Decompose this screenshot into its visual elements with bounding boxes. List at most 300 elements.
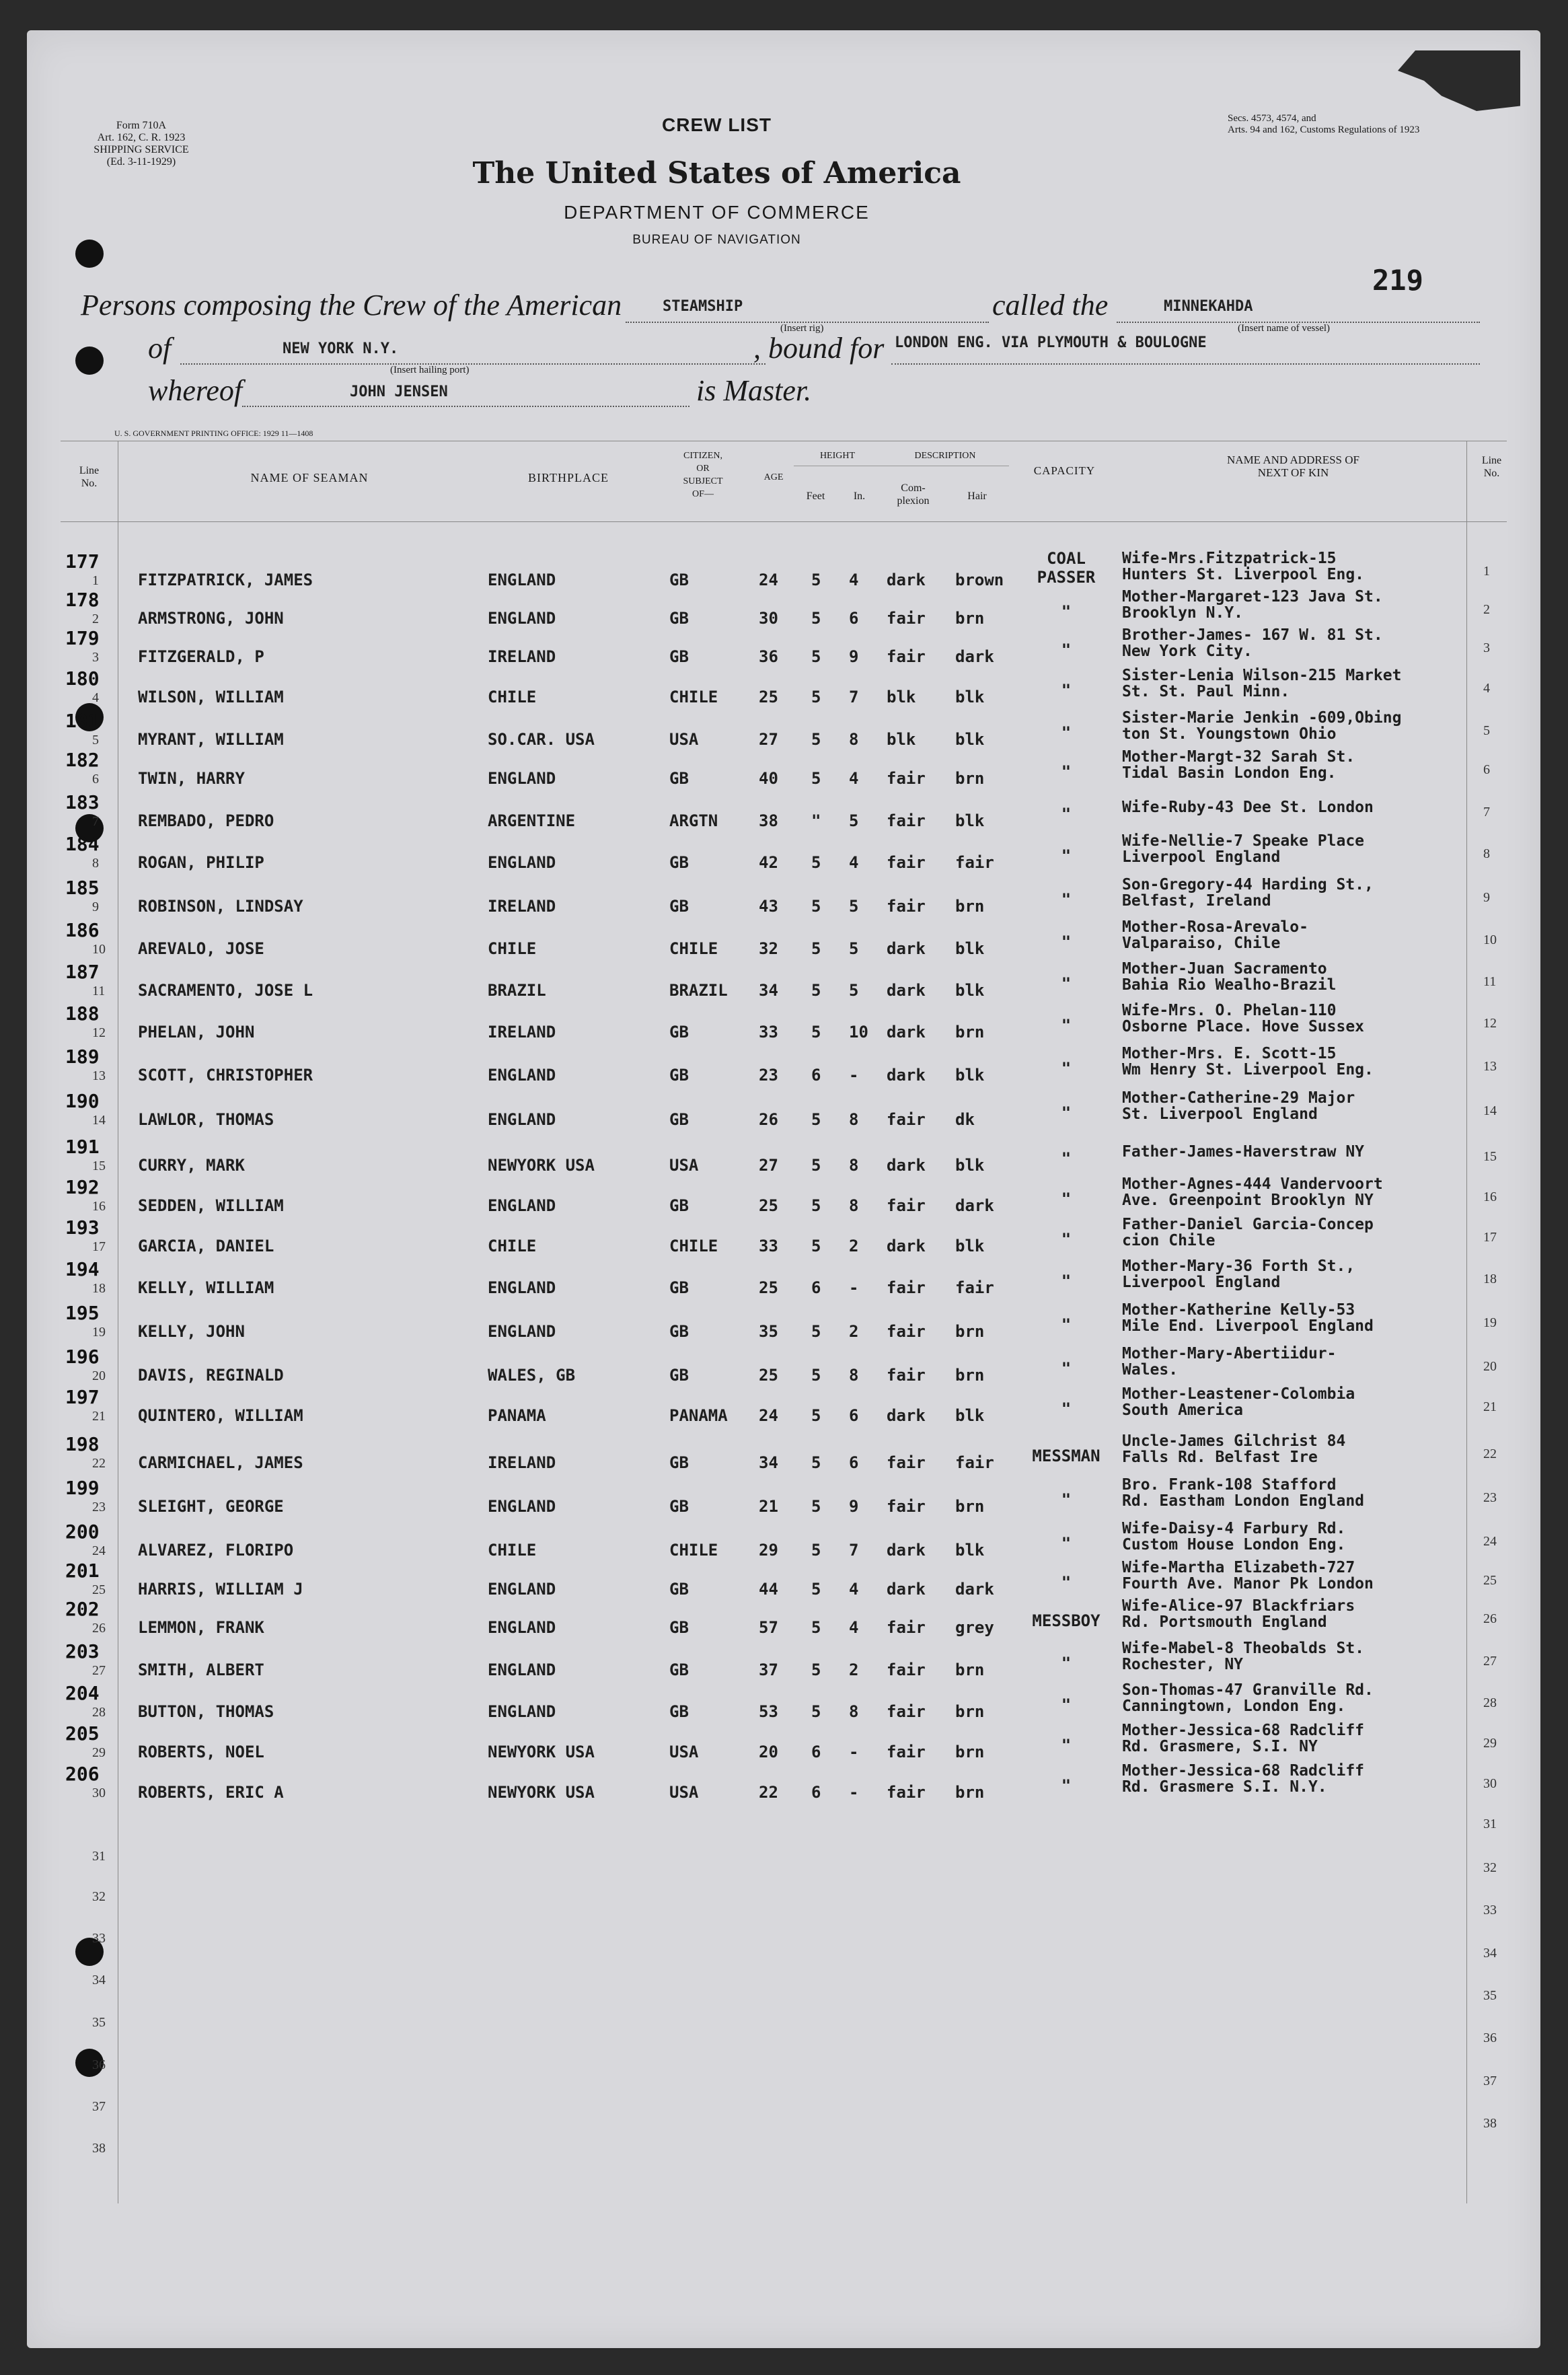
line-number-right: 5 (1483, 723, 1490, 738)
height-feet: 5 (811, 647, 821, 666)
age: 34 (759, 1453, 778, 1472)
age: 57 (759, 1618, 778, 1637)
next-of-kin: Mother-Margaret-123 Java St. Brooklyn N.Y. (1122, 588, 1383, 622)
rig-hint: (Insert rig) (780, 323, 824, 334)
height-inches: 5 (849, 939, 859, 958)
complexion: fair (887, 647, 926, 666)
height-feet: 5 (811, 609, 821, 628)
citizenship: CHILE (669, 939, 718, 958)
line-number-left: 29 (92, 1745, 106, 1760)
next-of-kin: Sister-Lenia Wilson-215 Market St. St. Paul Minn. (1122, 667, 1402, 700)
col-birthplace: BIRTHPLACE (528, 471, 609, 484)
complexion: fair (887, 769, 926, 788)
crew-serial-number: 201 (65, 1560, 100, 1582)
complexion: fair (887, 1497, 926, 1516)
citizenship: USA (669, 1743, 699, 1761)
line-number-right: 14 (1483, 1103, 1497, 1118)
seaman-name: AREVALO, JOSE (138, 939, 264, 958)
height-inches: 4 (849, 853, 859, 872)
next-of-kin: Wife-Mabel-8 Theobalds St. Rochester, NY (1122, 1640, 1365, 1673)
seaman-name: DAVIS, REGINALD (138, 1366, 284, 1385)
crew-serial-number: 197 (65, 1386, 100, 1408)
line-number-left: 17 (92, 1239, 106, 1254)
hair-color: blk (955, 1541, 985, 1560)
age: 24 (759, 571, 778, 589)
called-the-label: called the (992, 289, 1109, 322)
complexion: blk (887, 688, 916, 706)
seaman-name: ALVAREZ, FLORIPO (138, 1541, 294, 1560)
printing-office: U. S. GOVERNMENT PRINTING OFFICE: 1929 11—1408 (114, 429, 313, 438)
next-of-kin: Mother-Mary-36 Forth St., Liverpool England (1122, 1257, 1355, 1291)
col-line-right-label: Line (1481, 455, 1502, 466)
crew-serial-number: 204 (65, 1682, 100, 1704)
height-feet: 5 (811, 981, 821, 1000)
birthplace: WALES, GB (488, 1366, 576, 1385)
height-inches: 5 (849, 811, 859, 830)
crew-serial-number: 180 (65, 667, 100, 690)
col-inches: In. (853, 490, 866, 502)
capacity: " (1061, 1695, 1072, 1714)
seaman-name: SLEIGHT, GEORGE (138, 1497, 284, 1516)
col-kin (1120, 453, 1466, 479)
citizenship: CHILE (669, 1237, 718, 1255)
complexion: fair (887, 1702, 926, 1721)
complexion: dark (887, 1406, 926, 1425)
height-feet: 5 (811, 1541, 821, 1560)
next-of-kin: Mother-Mrs. E. Scott-15 Wm Henry St. Liverpool Eng. (1122, 1045, 1374, 1079)
col-kin-l2: NEXT OF KIN (1257, 466, 1329, 479)
seaman-name: TWIN, HARRY (138, 769, 245, 788)
height-inches: 5 (849, 981, 859, 1000)
line-number-left: 6 (92, 772, 99, 787)
hair-color: fair (955, 853, 994, 872)
line-number-left: 7 (92, 814, 99, 829)
capacity: " (1061, 1573, 1072, 1592)
line-number-right: 18 (1483, 1272, 1497, 1286)
hair-color: brn (955, 897, 985, 916)
age: 22 (759, 1783, 778, 1802)
line-number-left: 3 (92, 650, 99, 665)
line-number-left: 31 (92, 1849, 106, 1864)
next-of-kin: Wife-Alice-97 Blackfriars Rd. Portsmouth England (1122, 1597, 1355, 1631)
height-feet: 5 (811, 1156, 821, 1175)
citizenship: GB (669, 1580, 689, 1599)
seaman-name: REMBADO, PEDRO (138, 811, 274, 830)
age: 25 (759, 1196, 778, 1215)
hair-color: blk (955, 688, 985, 706)
complexion: fair (887, 1743, 926, 1761)
height-inches: 5 (849, 897, 859, 916)
age: 34 (759, 981, 778, 1000)
col-complexion (881, 482, 945, 507)
line-number-left: 5 (92, 733, 99, 747)
col-line-no-label: No. (81, 478, 98, 489)
height-feet: 5 (811, 853, 821, 872)
line-number-right: 36 (1483, 2031, 1497, 2045)
height-feet: 5 (811, 1322, 821, 1341)
capacity: " (1061, 1399, 1072, 1418)
height-inches: 4 (849, 1618, 859, 1637)
birthplace: IRELAND (488, 647, 556, 666)
seaman-name: LEMMON, FRANK (138, 1618, 264, 1637)
capacity: " (1061, 974, 1072, 993)
birthplace: ENGLAND (488, 1322, 556, 1341)
height-feet: 5 (811, 1453, 821, 1472)
crew-list-title: CREW LIST (662, 114, 772, 135)
birthplace: ENGLAND (488, 1702, 556, 1721)
line-number-left: 25 (92, 1582, 106, 1597)
hair-color: brn (955, 1743, 985, 1761)
height-feet: 5 (811, 939, 821, 958)
line-number-left: 10 (92, 942, 106, 957)
complexion: dark (887, 1023, 926, 1042)
crew-serial-number: 202 (65, 1598, 100, 1620)
height-inches: 7 (849, 1541, 859, 1560)
form-service: SHIPPING SERVICE (94, 144, 189, 155)
seaman-name: ROBINSON, LINDSAY (138, 897, 303, 916)
height-inches: 2 (849, 1237, 859, 1255)
height-feet: 6 (811, 1066, 821, 1085)
next-of-kin: Mother-Jessica-68 Radcliff Rd. Grasmere, S.I. NY (1122, 1722, 1365, 1755)
col-age: AGE (763, 472, 784, 482)
whereof-label: whereof (148, 374, 243, 407)
col-line-right-no-label: No. (1483, 468, 1500, 479)
hailing-port: NEW YORK N.Y. (283, 340, 399, 357)
seaman-name: SCOTT, CHRISTOPHER (138, 1066, 313, 1085)
crew-serial-number: 187 (65, 961, 100, 983)
complexion: dark (887, 981, 926, 1000)
hair-color: brn (955, 1660, 985, 1679)
next-of-kin: Mother-Jessica-68 Radcliff Rd. Grasmere S.I. N.Y. (1122, 1762, 1365, 1796)
col-citizen-l4: OF— (692, 489, 714, 499)
height-inches: 8 (849, 1110, 859, 1129)
form-number: Form 710A (116, 120, 167, 131)
height-inches: 8 (849, 1366, 859, 1385)
line-number-left: 24 (92, 1543, 106, 1558)
line-number-right: 17 (1483, 1230, 1497, 1245)
birthplace: ENGLAND (488, 769, 556, 788)
capacity: " (1061, 1230, 1072, 1249)
citizenship: GB (669, 571, 689, 589)
citizenship: GB (669, 897, 689, 916)
birthplace: ENGLAND (488, 609, 556, 628)
citizenship: GB (669, 609, 689, 628)
line-number-left: 37 (92, 2099, 106, 2114)
hair-color: brn (955, 1366, 985, 1385)
age: 27 (759, 1156, 778, 1175)
age: 23 (759, 1066, 778, 1085)
hair-color: blk (955, 981, 985, 1000)
col-height: HEIGHT (819, 451, 856, 461)
hair-color: blk (955, 811, 985, 830)
hair-color: dark (955, 647, 994, 666)
crew-serial-number: 190 (65, 1090, 100, 1112)
complexion: fair (887, 1783, 926, 1802)
age: 35 (759, 1322, 778, 1341)
birthplace: SO.CAR. USA (488, 730, 595, 749)
next-of-kin: Father-James-Haverstraw NY (1122, 1143, 1365, 1161)
height-feet: 5 (811, 571, 821, 589)
height-feet: 5 (811, 1366, 821, 1385)
vessel-hint: (Insert name of vessel) (1238, 323, 1331, 334)
height-inches: 8 (849, 1702, 859, 1721)
form-art: Art. 162, C. R. 1923 (97, 132, 186, 143)
citizenship: GB (669, 647, 689, 666)
line-number-left: 11 (92, 984, 106, 998)
birthplace: NEWYORK USA (488, 1156, 595, 1175)
height-feet: 5 (811, 1702, 821, 1721)
line-number-right: 4 (1483, 681, 1490, 696)
seaman-name: ROGAN, PHILIP (138, 853, 264, 872)
hair-color: brn (955, 1497, 985, 1516)
height-feet: 6 (811, 1743, 821, 1761)
height-inches: 2 (849, 1660, 859, 1679)
birthplace: ENGLAND (488, 1066, 556, 1085)
regulations-secs: Secs. 4573, 4574, and (1228, 113, 1316, 124)
crew-serial-number: 182 (65, 749, 100, 771)
line-number-right: 33 (1483, 1903, 1497, 1917)
birthplace: ENGLAND (488, 571, 556, 589)
hair-color: blk (955, 1156, 985, 1175)
line-number-right: 1 (1483, 564, 1490, 579)
line-number-left: 27 (92, 1663, 106, 1678)
country-title: The United States of America (472, 156, 961, 190)
next-of-kin: Wife-Mrs.Fitzpatrick-15 Hunters St. Liverpool Eng. (1122, 550, 1365, 583)
height-feet: 5 (811, 1237, 821, 1255)
line-number-left: 15 (92, 1159, 106, 1173)
col-citizen-l1: CITIZEN, (683, 451, 722, 461)
seaman-name: KELLY, WILLIAM (138, 1278, 274, 1297)
age: 29 (759, 1541, 778, 1560)
height-inches: 2 (849, 1322, 859, 1341)
hair-color: blk (955, 1406, 985, 1425)
citizenship: GB (669, 1702, 689, 1721)
line-number-left: 23 (92, 1500, 106, 1514)
birthplace: ENGLAND (488, 853, 556, 872)
height-feet: 5 (811, 1023, 821, 1042)
line-number-right: 9 (1483, 890, 1490, 905)
height-feet: 5 (811, 1196, 821, 1215)
line-number-right: 8 (1483, 846, 1490, 861)
citizenship: GB (669, 853, 689, 872)
col-citizen-l2: OR (696, 464, 710, 474)
height-feet: 5 (811, 1497, 821, 1516)
capacity: " (1061, 762, 1072, 781)
line-number-right: 24 (1483, 1534, 1497, 1549)
birthplace: IRELAND (488, 1453, 556, 1472)
height-feet: 5 (811, 897, 821, 916)
citizenship: GB (669, 1110, 689, 1129)
line-number-left: 8 (92, 856, 99, 871)
capacity: " (1061, 1103, 1072, 1122)
line-number-left: 35 (92, 2015, 106, 2030)
line-number-right: 32 (1483, 1860, 1497, 1875)
complexion: fair (887, 1110, 926, 1129)
col-line-no-right (1466, 454, 1517, 480)
complexion: fair (887, 1618, 926, 1637)
next-of-kin: Mother-Katherine Kelly-53 Mile End. Liverpool England (1122, 1301, 1374, 1335)
capacity: " (1061, 1654, 1072, 1673)
citizenship: CHILE (669, 1541, 718, 1560)
height-feet: 5 (811, 1660, 821, 1679)
hair-color: dark (955, 1580, 994, 1599)
height-inches: 7 (849, 688, 859, 706)
height-inches: 6 (849, 1453, 859, 1472)
birthplace: PANAMA (488, 1406, 546, 1425)
line-number-right: 29 (1483, 1736, 1497, 1751)
age: 44 (759, 1580, 778, 1599)
capacity: " (1061, 641, 1072, 659)
line-number-right: 19 (1483, 1315, 1497, 1330)
age: 32 (759, 939, 778, 958)
line-number-right: 26 (1483, 1611, 1497, 1626)
age: 33 (759, 1023, 778, 1042)
next-of-kin: Mother-Margt-32 Sarah St. Tidal Basin London Eng. (1122, 748, 1355, 782)
seaman-name: LAWLOR, THOMAS (138, 1110, 274, 1129)
birthplace: NEWYORK USA (488, 1743, 595, 1761)
hair-color: fair (955, 1278, 994, 1297)
crew-serial-number: 185 (65, 877, 100, 899)
col-description: DESCRIPTION (914, 451, 976, 461)
capacity: MESSMAN (1032, 1447, 1100, 1465)
age: 40 (759, 769, 778, 788)
next-of-kin: Brother-James- 167 W. 81 St. New York City. (1122, 626, 1383, 660)
complexion: dark (887, 1066, 926, 1085)
destination: LONDON ENG. VIA PLYMOUTH & BOULOGNE (895, 334, 1207, 351)
citizenship: USA (669, 1783, 699, 1802)
complexion: fair (887, 609, 926, 628)
form-edition: (Ed. 3-11-1929) (106, 156, 176, 168)
line-number-right: 20 (1483, 1359, 1497, 1374)
seaman-name: FITZGERALD, P (138, 647, 264, 666)
height-inches: 9 (849, 647, 859, 666)
citizenship: BRAZIL (669, 981, 728, 1000)
line-number-left: 21 (92, 1409, 106, 1424)
crew-serial-number: 184 (65, 833, 100, 855)
col-hair: Hair (967, 490, 987, 502)
crew-serial-number: 205 (65, 1722, 100, 1745)
next-of-kin: Mother-Rosa-Arevalo- Valparaiso, Chile (1122, 918, 1308, 952)
seaman-name: ROBERTS, NOEL (138, 1743, 264, 1761)
complexion: fair (887, 1278, 926, 1297)
next-of-kin: Wife-Ruby-43 Dee St. London (1122, 799, 1374, 816)
next-of-kin: Wife-Mrs. O. Phelan-110 Osborne Place. Hove Sussex (1122, 1002, 1365, 1035)
line-number-right: 28 (1483, 1695, 1497, 1710)
line-number-left: 9 (92, 900, 99, 914)
crew-serial-number: 206 (65, 1763, 100, 1785)
crew-serial-number: 191 (65, 1136, 100, 1158)
height-inches: 10 (849, 1023, 868, 1042)
line-number-left: 28 (92, 1705, 106, 1720)
seaman-name: FITZPATRICK, JAMES (138, 571, 313, 589)
line-number-right: 15 (1483, 1149, 1497, 1164)
age: 27 (759, 730, 778, 749)
next-of-kin: Son-Gregory-44 Harding St., Belfast, Ireland (1122, 876, 1374, 910)
line-number-right: 7 (1483, 805, 1490, 819)
crew-serial-number: 181 (65, 710, 100, 732)
age: 38 (759, 811, 778, 830)
complexion: dark (887, 1541, 926, 1560)
complexion: fair (887, 1660, 926, 1679)
complexion: fair (887, 853, 926, 872)
hair-color: fair (955, 1453, 994, 1472)
line-number-right: 34 (1483, 1946, 1497, 1961)
line-number-right: 35 (1483, 1988, 1497, 2003)
capacity: COAL PASSER (1037, 549, 1096, 587)
line-number-left: 26 (92, 1621, 106, 1636)
line-number-right: 25 (1483, 1573, 1497, 1588)
height-inches: - (849, 1278, 859, 1297)
bound-for-label: , bound for (753, 332, 885, 365)
capacity: " (1061, 1016, 1072, 1035)
hair-color: brn (955, 1322, 985, 1341)
col-line-no (61, 464, 118, 490)
age: 36 (759, 647, 778, 666)
citizenship: USA (669, 1156, 699, 1175)
line-number-left: 30 (92, 1786, 106, 1800)
seaman-name: MYRANT, WILLIAM (138, 730, 284, 749)
line-number-left: 1 (92, 573, 99, 588)
citizenship: GB (669, 1196, 689, 1215)
next-of-kin: Mother-Mary-Abertiidur- Wales. (1122, 1345, 1337, 1379)
height-inches: 8 (849, 730, 859, 749)
seaman-name: CURRY, MARK (138, 1156, 245, 1175)
seaman-name: ARMSTRONG, JOHN (138, 609, 284, 628)
seaman-name: QUINTERO, WILLIAM (138, 1406, 303, 1425)
hair-color: brown (955, 571, 1004, 589)
height-feet: 5 (811, 769, 821, 788)
citizenship: GB (669, 1618, 689, 1637)
crew-serial-number: 203 (65, 1640, 100, 1663)
crew-serial-number: 177 (65, 550, 100, 573)
height-feet: 5 (811, 730, 821, 749)
height-feet: 5 (811, 1110, 821, 1129)
height-feet: 6 (811, 1278, 821, 1297)
citizenship: CHILE (669, 688, 718, 706)
col-citizen-l3: SUBJECT (683, 476, 723, 486)
line-number-left: 22 (92, 1456, 106, 1471)
age: 53 (759, 1702, 778, 1721)
birthplace: CHILE (488, 1237, 537, 1255)
capacity: " (1061, 1776, 1072, 1795)
port-hint: (Insert hailing port) (390, 365, 470, 375)
citizenship: GB (669, 1660, 689, 1679)
line-number-right: 31 (1483, 1817, 1497, 1831)
capacity: " (1061, 1059, 1072, 1078)
height-inches: - (849, 1743, 859, 1761)
next-of-kin: Wife-Daisy-4 Farbury Rd. Custom House London Eng. (1122, 1520, 1346, 1554)
age: 43 (759, 897, 778, 916)
crew-serial-number: 186 (65, 919, 100, 941)
capacity: " (1061, 933, 1072, 951)
crew-serial-number: 189 (65, 1046, 100, 1068)
line-number-right: 6 (1483, 762, 1490, 777)
height-inches: 4 (849, 769, 859, 788)
col-capacity: CAPACITY (1033, 464, 1096, 477)
birthplace: IRELAND (488, 1023, 556, 1042)
next-of-kin: Mother-Juan Sacramento Bahia Rio Wealho-Brazil (1122, 960, 1337, 994)
birthplace: CHILE (488, 939, 537, 958)
age: 25 (759, 688, 778, 706)
hair-color: blk (955, 1237, 985, 1255)
birthplace: ENGLAND (488, 1580, 556, 1599)
crew-serial-number: 192 (65, 1176, 100, 1198)
citizenship: GB (669, 1366, 689, 1385)
age: 30 (759, 609, 778, 628)
line-number-right: 12 (1483, 1016, 1497, 1031)
line-number-left: 20 (92, 1368, 106, 1383)
next-of-kin: Uncle-James Gilchrist 84 Falls Rd. Belfast Ire (1122, 1432, 1346, 1466)
